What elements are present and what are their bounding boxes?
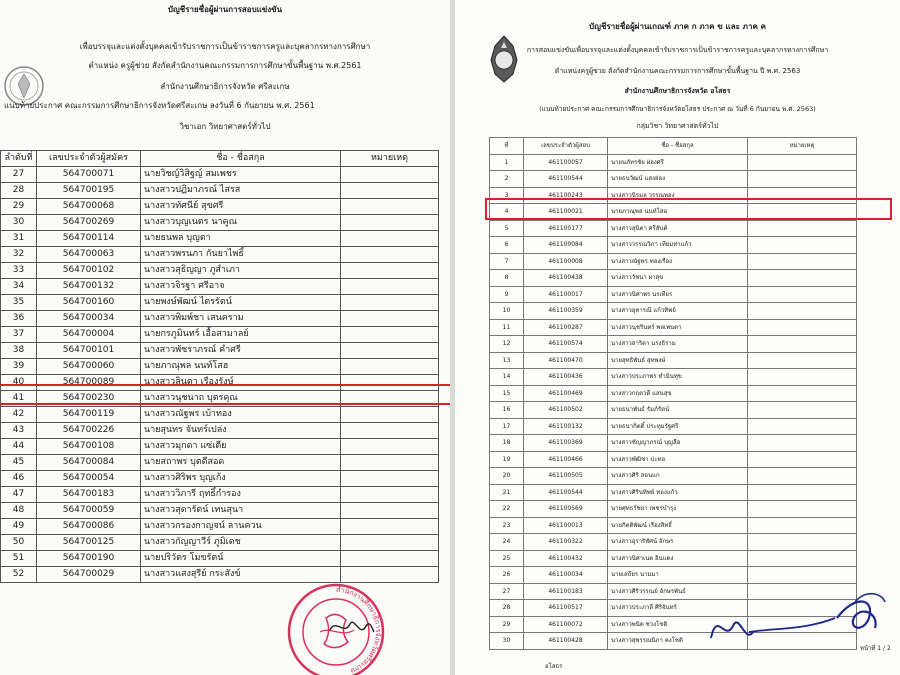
row-applicant-id: 461100034 [524, 567, 608, 584]
signature-right [705, 588, 895, 658]
col-header-order: ลำดับที่ [1, 151, 37, 167]
row-applicant-id: 461100438 [524, 270, 608, 287]
col-header-remark: หมายเหตุ [341, 151, 439, 167]
row-applicant-id: 461100505 [524, 468, 608, 485]
row-applicant-id: 461100369 [524, 435, 608, 452]
table-row [1, 519, 439, 535]
row-remark [748, 336, 857, 353]
table-row [490, 435, 857, 452]
row-name: นางสาวพรนภา กันยาไพธิ์ [141, 247, 341, 263]
row-remark [341, 439, 439, 455]
row-name: นางสาวณัฐพร ทองเรือง [608, 253, 748, 270]
row-order: 5 [490, 220, 524, 237]
row-remark [341, 471, 439, 487]
row-applicant-id: 564700086 [37, 519, 141, 535]
row-order: 7 [490, 253, 524, 270]
row-name: นางสาวสุพรรณนิภา คงโชติ [608, 633, 748, 650]
table-row [490, 418, 857, 435]
row-remark [748, 171, 857, 188]
row-name: นางสาวกัญญาวีร์ ภูมิเดช [141, 535, 341, 551]
row-remark [748, 352, 857, 369]
row-name: นายภาณุพล นนท์โสฮ [608, 204, 748, 221]
row-order: 40 [1, 375, 37, 391]
row-applicant-id: 461100177 [524, 220, 608, 237]
row-name: นางสาวพัฒิชา ปะทอ [608, 451, 748, 468]
row-applicant-id: 564700132 [37, 279, 141, 295]
right-document-page [455, 0, 900, 675]
row-order: 47 [1, 487, 37, 503]
table-row [1, 167, 439, 183]
row-applicant-id: 461100432 [524, 550, 608, 567]
row-remark [341, 551, 439, 567]
row-name: นางสาวประภาลี ศิริจันทร์ [608, 600, 748, 617]
table-row [490, 270, 857, 287]
row-applicant-id: 564700084 [37, 455, 141, 471]
row-order: 28 [1, 183, 37, 199]
row-name: นางสาววิภารี ฤทธิ์กำรอง [141, 487, 341, 503]
row-applicant-id: 461100132 [524, 418, 608, 435]
row-applicant-id: 461100287 [524, 319, 608, 336]
row-remark [748, 550, 857, 567]
row-applicant-id: 564700108 [37, 439, 141, 455]
row-order: 13 [490, 352, 524, 369]
row-order: 2 [490, 171, 524, 188]
doc-position-line: ตำแหน่ง ครูผู้ช่วย สังกัดสำนักงานคณะกรรมการการศึกษาขั้นพื้นฐาน พ.ศ.2561 [88, 61, 362, 70]
row-remark [748, 501, 857, 518]
doc-position-line: ตำแหน่งครูผู้ช่วย สังกัดสำนักงานคณะกรรมการการศึกษาขั้นพื้นฐาน ปี พ.ศ. 2563 [554, 67, 801, 75]
row-applicant-id: 564700195 [37, 183, 141, 199]
row-order: 30 [490, 633, 524, 650]
row-applicant-id: 564700226 [37, 423, 141, 439]
row-name: นางสาวนุชรินทร์ พลเพนตา [608, 319, 748, 336]
table-header-row [1, 151, 439, 167]
table-row [490, 171, 857, 188]
row-applicant-id: 564700183 [37, 487, 141, 503]
row-applicant-id: 461100072 [524, 616, 608, 633]
row-remark [748, 451, 857, 468]
table-row [1, 455, 439, 471]
row-name: นายพงษ์พัฒน์ ไตรรัตน์ [141, 295, 341, 311]
row-applicant-id: 461100359 [524, 303, 608, 320]
row-applicant-id: 461100243 [524, 187, 608, 204]
page-number: หน้าที่ 1 / 2 [860, 645, 891, 652]
stamp-text: สำนักงานศึกษาธิการจังหวัดศรีสะเกษ [335, 585, 382, 675]
row-order: 4 [490, 204, 524, 221]
row-order: 37 [1, 327, 37, 343]
row-applicant-id: 461100436 [524, 369, 608, 386]
row-applicant-id: 461100502 [524, 402, 608, 419]
row-order: 50 [1, 535, 37, 551]
row-name: นางสาวบุญเนตร นาคูณ [141, 215, 341, 231]
row-remark [748, 286, 857, 303]
row-order: 6 [490, 237, 524, 254]
row-name: นางสาวแสงสุรีย์ กระสังข์ [141, 567, 341, 583]
table-row [490, 468, 857, 485]
row-applicant-id: 564700114 [37, 231, 141, 247]
table-row [490, 451, 857, 468]
row-name: นางสาวศิรินทิพย์ ทองแก้ว [608, 484, 748, 501]
table-row [1, 199, 439, 215]
table-row [490, 517, 857, 534]
table-row [1, 279, 439, 295]
row-name: นายกิตติพัฒน์ เรืองสิทธิ์ [608, 517, 748, 534]
row-remark [748, 220, 857, 237]
row-order: 35 [1, 295, 37, 311]
row-applicant-id: 564700059 [37, 503, 141, 519]
row-applicant-id: 461100470 [524, 352, 608, 369]
row-name: นายศุทธรัชยา เพชรบำรุง [608, 501, 748, 518]
table-row [490, 303, 857, 320]
row-order: 27 [1, 167, 37, 183]
row-order: 39 [1, 359, 37, 375]
table-row [490, 220, 857, 237]
table-row [490, 484, 857, 501]
row-remark [341, 167, 439, 183]
table-row [490, 319, 857, 336]
row-name: นางสาวพัชราภรณ์ คำศรี [141, 343, 341, 359]
row-order: 17 [490, 418, 524, 435]
row-remark [748, 534, 857, 551]
row-order: 27 [490, 583, 524, 600]
row-order: 28 [490, 600, 524, 617]
table-row [1, 327, 439, 343]
table-row [1, 343, 439, 359]
col-header-name: ชื่อ - ชื่อสกุล [141, 151, 341, 167]
table-row [1, 359, 439, 375]
row-applicant-id: 461100466 [524, 451, 608, 468]
row-order: 31 [1, 231, 37, 247]
row-applicant-id: 461100183 [524, 583, 608, 600]
row-order: 15 [490, 385, 524, 402]
row-remark [748, 270, 857, 287]
row-order: 51 [1, 551, 37, 567]
row-name: นายวิชญ์วิสิฐญ์ สมเพชร [141, 167, 341, 183]
row-remark [748, 468, 857, 485]
row-remark [341, 199, 439, 215]
row-applicant-id: 461100569 [524, 501, 608, 518]
row-remark [748, 435, 857, 452]
doc-announcement-line: (แนบท้ายประกาศ คณะกรรมการศึกษาธิการจังหวัดยโสธร ประกาศ ณ วันที่ 6 กันยายน พ.ศ. 2563) [539, 105, 816, 113]
row-remark [341, 359, 439, 375]
row-order: 29 [1, 199, 37, 215]
row-order: 14 [490, 369, 524, 386]
row-remark [748, 319, 857, 336]
row-name: นางสาวนิรมล วรรณทอง [608, 187, 748, 204]
row-remark [341, 343, 439, 359]
row-name: นางสาวพิมพ์ชา เสนคราม [141, 311, 341, 327]
doc-announcement-line: แนบท้ายประกาศ คณะกรรมการศึกษาธิการจังหวัดศรีสะเกษ ลงวันที่ 6 กันยายน พ.ศ. 2561 [4, 101, 315, 110]
row-remark [341, 503, 439, 519]
row-name: นางสาวสาริตา นรงธิราม [608, 336, 748, 353]
row-remark [748, 402, 857, 419]
signature-left [326, 612, 376, 642]
row-applicant-id: 564700089 [37, 375, 141, 391]
table-row [1, 551, 439, 567]
row-remark [748, 385, 857, 402]
row-name: นางสาวสุนิตา ศรีสันต์ [608, 220, 748, 237]
row-remark [341, 247, 439, 263]
table-row [1, 215, 439, 231]
row-order: 23 [490, 517, 524, 534]
row-applicant-id: 564700063 [37, 247, 141, 263]
row-remark [341, 423, 439, 439]
table-row [490, 402, 857, 419]
table-row [490, 286, 857, 303]
row-name: นางสาววัชนา ผาสุข [608, 270, 748, 287]
doc-subject-line: วิชาเอก วิทยาศาสตร์ทั่วไป [179, 122, 271, 131]
row-order: 33 [1, 263, 37, 279]
table-row [490, 550, 857, 567]
row-order: 25 [490, 550, 524, 567]
row-order: 8 [490, 270, 524, 287]
highlight-box-left [0, 384, 450, 405]
doc-subject-line: กลุ่มวิชา วิทยาศาสตร์ทั่วไป [636, 122, 719, 130]
table-row [1, 183, 439, 199]
row-order: 9 [490, 286, 524, 303]
row-name: นายภาณุพล นนท์โสฮ [141, 359, 341, 375]
col-header-name: ชื่อ - ชื่อสกุล [608, 138, 748, 155]
row-order: 18 [490, 435, 524, 452]
row-remark [748, 237, 857, 254]
row-order: 19 [490, 451, 524, 468]
row-order: 29 [490, 616, 524, 633]
col-header-applicant-id: เลขประจำตัวผู้สมัคร [37, 151, 141, 167]
row-order: 52 [1, 567, 37, 583]
row-applicant-id: 461100544 [524, 171, 608, 188]
row-order: 34 [1, 279, 37, 295]
row-order: 3 [490, 187, 524, 204]
table-row [490, 501, 857, 518]
row-name: นายสุนทร จันทร์เปล่ง [141, 423, 341, 439]
row-applicant-id: 564700034 [37, 311, 141, 327]
row-name: นายสถาพร บุตดีสอด [141, 455, 341, 471]
row-applicant-id: 461100013 [524, 517, 608, 534]
row-name: นางสาวประภาพร ทำมินทุข [608, 369, 748, 386]
row-remark [748, 253, 857, 270]
row-name: นายปริวัตร โมขรัตน์ [141, 551, 341, 567]
row-name: นางสาวณัฐพร เบ้าทอง [141, 407, 341, 423]
row-remark [341, 183, 439, 199]
row-applicant-id: 564700029 [37, 567, 141, 583]
row-remark [341, 487, 439, 503]
row-name: นายธนากิตติ์ ประทุมรัฐศรี [608, 418, 748, 435]
row-name: นางสาวศิริวรรณย์ อักษรพันธ์ [608, 583, 748, 600]
row-remark [748, 517, 857, 534]
row-order: 11 [490, 319, 524, 336]
row-order: 46 [1, 471, 37, 487]
row-order: 1 [490, 154, 524, 171]
row-order: 10 [490, 303, 524, 320]
row-remark [341, 455, 439, 471]
table-row [1, 231, 439, 247]
row-name: นายนภัทรชัย ผ่องศรี [608, 154, 748, 171]
row-order: 24 [490, 534, 524, 551]
row-name: นางสาวศิริพร บุญเก้ง [141, 471, 341, 487]
row-order: 44 [1, 439, 37, 455]
row-name: นางสาวชัญญาภรณ์ บุญลือ [608, 435, 748, 452]
row-applicant-id: 461100322 [524, 534, 608, 551]
row-name: นายธนวัฒน์ แสงย่อง [608, 171, 748, 188]
row-remark [341, 263, 439, 279]
row-order: 21 [490, 484, 524, 501]
table-row [1, 471, 439, 487]
row-remark [341, 215, 439, 231]
row-name: นางสาวปฏิมาภรณ์ ไสรส [141, 183, 341, 199]
row-applicant-id: 461100428 [524, 633, 608, 650]
row-name: นางสาววรรณวิภา เทียมท่าแก้ว [608, 237, 748, 254]
row-remark [341, 567, 439, 583]
col-header-order: ที่ [490, 138, 524, 155]
row-remark [341, 407, 439, 423]
row-applicant-id: 564700230 [37, 391, 141, 407]
row-name: นางสาวนุชนาถ บุตรคุณ [141, 391, 341, 407]
doc-office-line: สำนักงานศึกษาธิการจังหวัด อโสธร [624, 87, 731, 95]
row-name: นางสาวกฤตวดี แสนสุข [608, 385, 748, 402]
row-name: นายสุทธิพันธ์ สุทพงษ์ [608, 352, 748, 369]
left-candidate-table [0, 150, 439, 583]
row-order: 41 [1, 391, 37, 407]
col-header-remark: หมายเหตุ [748, 138, 857, 155]
row-applicant-id: 461100469 [524, 385, 608, 402]
row-applicant-id: 461100544 [524, 484, 608, 501]
row-order: 12 [490, 336, 524, 353]
row-order: 43 [1, 423, 37, 439]
table-row [1, 263, 439, 279]
row-name: นางสาวจิรฐา ศรีอาจ [141, 279, 341, 295]
table-row [1, 247, 439, 263]
table-row [490, 534, 857, 551]
table-row [1, 567, 439, 583]
row-applicant-id: 461100057 [524, 154, 608, 171]
table-row [490, 385, 857, 402]
table-row [490, 567, 857, 584]
highlight-box-right [485, 198, 892, 220]
row-applicant-id: 564700269 [37, 215, 141, 231]
row-remark [341, 311, 439, 327]
row-remark [341, 535, 439, 551]
row-name: นางสาวมุกดา แซ่เตีย [141, 439, 341, 455]
row-remark [341, 231, 439, 247]
row-order: 26 [490, 567, 524, 584]
col-header-applicant-id: เลขประจำตัวผู้สอบ [524, 138, 608, 155]
row-order: 30 [1, 215, 37, 231]
table-row [490, 352, 857, 369]
row-remark [748, 154, 857, 171]
table-row [1, 439, 439, 455]
row-name: นายธนพล บุญตา [141, 231, 341, 247]
table-row [1, 295, 439, 311]
row-applicant-id: 461100084 [524, 237, 608, 254]
row-order: 22 [490, 501, 524, 518]
row-applicant-id: 564700054 [37, 471, 141, 487]
row-name: นางสาวนิศาพร นรเทียร [608, 286, 748, 303]
row-name: นางสาวสุดารัตน์ เทนสุนา [141, 503, 341, 519]
doc-subtitle: การสอบแข่งขันเพื่อบรรจุและแต่งตั้งบุคคลเข้ารับราชการเป็นข้าราชการครูและบุคลากรทางการศึกษา [526, 46, 829, 54]
row-applicant-id: 564700190 [37, 551, 141, 567]
row-remark [341, 327, 439, 343]
row-name: นางสาวอุทารณี แก้วทิพย์ [608, 303, 748, 320]
table-row [490, 369, 857, 386]
row-remark [748, 369, 857, 386]
table-row [1, 311, 439, 327]
row-name: นางสาวทัศนีย์ สุขศรี [141, 199, 341, 215]
row-applicant-id: 564700119 [37, 407, 141, 423]
row-applicant-id: 461100574 [524, 336, 608, 353]
doc-title: บัญชีรายชื่อผู้ผ่านการสอบแข่งขัน [167, 5, 283, 14]
row-remark [748, 303, 857, 320]
footer-province: อโสธร [545, 663, 563, 670]
row-name: นางสาวศิริ สอนแก [608, 468, 748, 485]
doc-title: บัญชีรายชื่อผู้ผ่านเกณฑ์ ภาค ก ภาค ข และ ภาค ค [589, 22, 766, 31]
obec-seal-icon [483, 34, 525, 84]
row-name: นางสาวนิศาเนต อินแดง [608, 550, 748, 567]
row-applicant-id: 564700101 [37, 343, 141, 359]
row-order: 42 [1, 407, 37, 423]
doc-subtitle: เพื่อบรรจุและแต่งตั้งบุคคลเข้ารับราชการเป็นข้าราชการครูและบุคลากรทางการศึกษา [79, 42, 371, 51]
row-applicant-id: 461100021 [524, 204, 608, 221]
row-name: นางสาวอุราริทัศน์ อักษร [608, 534, 748, 551]
table-row [490, 237, 857, 254]
row-applicant-id: 564700071 [37, 167, 141, 183]
row-name: นางสาวสุธิญญา ภูสำเภา [141, 263, 341, 279]
row-applicant-id: 564700125 [37, 535, 141, 551]
row-order: 45 [1, 455, 37, 471]
row-order: 36 [1, 311, 37, 327]
row-applicant-id: 564700068 [37, 199, 141, 215]
row-name: นางสาวลินดา เรืองรังษ์ [141, 375, 341, 391]
row-order: 20 [490, 468, 524, 485]
row-remark [341, 519, 439, 535]
table-row [1, 487, 439, 503]
row-name: นายธนาพันธ์ รัมภ์รัตน์ [608, 402, 748, 419]
table-header-row [490, 138, 857, 155]
row-order: 49 [1, 519, 37, 535]
row-order: 38 [1, 343, 37, 359]
table-row [1, 535, 439, 551]
row-name: นางสาวพนิต ช่วงโชติ [608, 616, 748, 633]
row-applicant-id: 564700160 [37, 295, 141, 311]
row-name: นางสาวกรองกาญจน์ ลานควน [141, 519, 341, 535]
table-row [1, 503, 439, 519]
row-applicant-id: 461100017 [524, 286, 608, 303]
row-remark [341, 279, 439, 295]
table-row [1, 407, 439, 423]
row-applicant-id: 564700102 [37, 263, 141, 279]
row-name: นายกรภูมินทร์ เอื้อสามาลย์ [141, 327, 341, 343]
row-applicant-id: 461100517 [524, 600, 608, 617]
row-remark [341, 295, 439, 311]
table-row [1, 423, 439, 439]
row-order: 16 [490, 402, 524, 419]
doc-office-line: สำนักงานศึกษาธิการจังหวัด ศรีสะเกษ [160, 82, 290, 91]
row-order: 32 [1, 247, 37, 263]
table-row [490, 154, 857, 171]
row-applicant-id: 461100008 [524, 253, 608, 270]
table-row [490, 253, 857, 270]
row-remark [748, 567, 857, 584]
row-name: นายเสถียร นามมา [608, 567, 748, 584]
row-order: 48 [1, 503, 37, 519]
row-applicant-id: 564700004 [37, 327, 141, 343]
table-row [490, 336, 857, 353]
row-remark [748, 484, 857, 501]
row-applicant-id: 564700060 [37, 359, 141, 375]
row-remark [748, 418, 857, 435]
